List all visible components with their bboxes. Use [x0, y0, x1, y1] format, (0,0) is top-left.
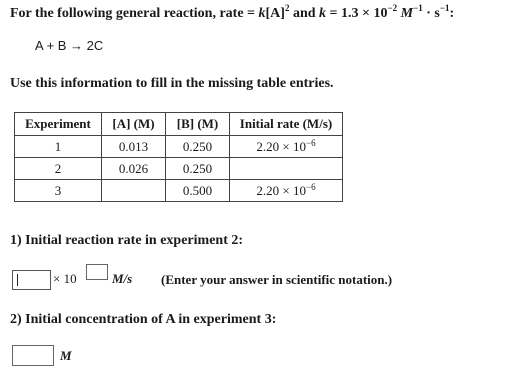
rate-unit-label: M/s: [112, 271, 133, 286]
header-concentration-b: [B] (M): [166, 113, 230, 136]
cell-b: 0.500: [166, 180, 230, 202]
cell-rate: [230, 180, 343, 202]
statement-and: and: [289, 6, 320, 21]
header-experiment: Experiment: [15, 113, 102, 136]
cell-b: 0.250: [166, 136, 230, 158]
cell-b: 0.250: [166, 158, 230, 180]
rate-constant-exponent: −2: [387, 3, 398, 13]
cell-a: 0.026: [102, 158, 166, 180]
rate-mantissa-input[interactable]: [12, 270, 51, 290]
concentration-a-input[interactable]: [12, 345, 54, 366]
rate-base: 2.20 × 10: [256, 138, 306, 154]
kinetics-table: [14, 112, 343, 202]
header-concentration-a: [A] (M): [102, 113, 166, 136]
rate-exponent-input[interactable]: [86, 264, 108, 280]
cell-a: [102, 180, 166, 202]
statement-prefix: For the following general reaction, rate =: [10, 6, 259, 21]
cell-experiment: 2: [15, 158, 102, 180]
table-row: [15, 180, 343, 202]
table-row: [15, 158, 343, 180]
times-ten-label: × 10: [53, 271, 77, 286]
table-row: [15, 136, 343, 158]
unit-seconds: · s: [422, 6, 440, 21]
problem-statement: [10, 3, 455, 22]
unit-seconds-exponent: −1: [439, 3, 450, 13]
question-1-label: 1) Initial reaction rate in experiment 2:: [10, 233, 244, 248]
cell-a: 0.013: [102, 136, 166, 158]
reaction-order: 2: [284, 3, 290, 13]
cell-experiment: 3: [15, 180, 102, 202]
cell-rate: [230, 136, 343, 158]
table-header-row: [15, 113, 343, 136]
reaction-equation: A + B → 2C: [35, 38, 104, 53]
instruction-text: Use this information to fill in the missing table entries.: [10, 76, 334, 91]
rate-constant-symbol-2: k: [319, 6, 327, 21]
header-initial-rate: Initial rate (M/s): [230, 113, 343, 136]
question-2-label: 2) Initial concentration of A in experiment 3:: [10, 312, 277, 327]
rate-constant-value: = 1.3 × 10: [326, 6, 388, 21]
unit-molarity-exponent: −1: [413, 3, 423, 13]
rate-exponent: −6: [306, 181, 316, 192]
rate-exponent: −6: [306, 137, 316, 148]
concentration-a: [A]: [265, 6, 285, 21]
text-cursor: [17, 274, 18, 286]
rate-constant-symbol: k: [258, 6, 266, 21]
scientific-notation-note: (Enter your answer in scientific notation.): [161, 272, 393, 287]
cell-experiment: 1: [15, 136, 102, 158]
cell-rate: [230, 158, 343, 180]
statement-colon: :: [449, 6, 455, 21]
rate-base: 2.20 × 10: [256, 182, 306, 198]
unit-molarity: M: [397, 6, 414, 21]
concentration-unit-label: M: [60, 348, 72, 363]
